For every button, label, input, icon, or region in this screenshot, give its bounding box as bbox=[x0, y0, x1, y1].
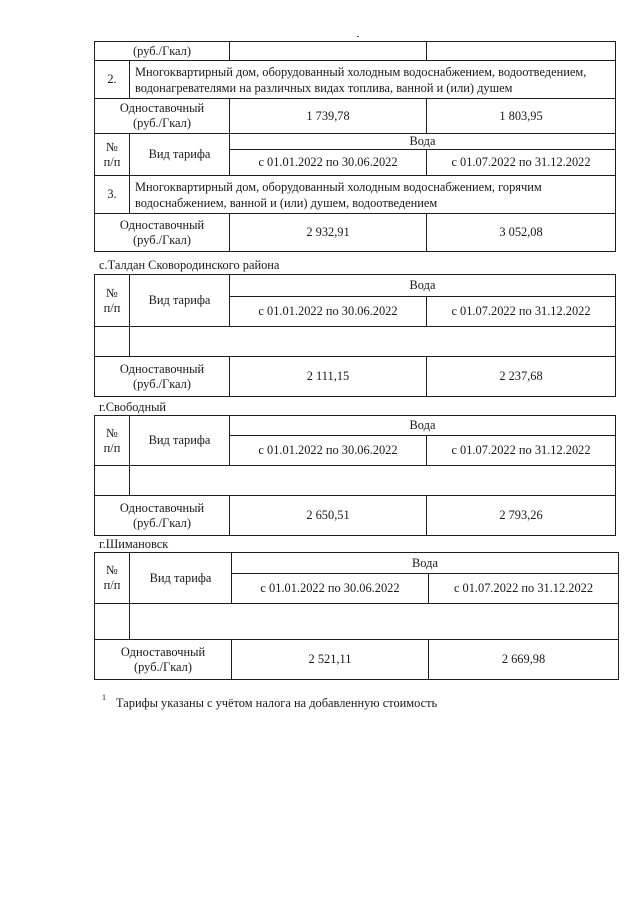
single-rate-line2: (руб./Гкал) bbox=[134, 659, 192, 674]
table-row bbox=[95, 99, 616, 134]
locality-caption: г.Шимановск bbox=[99, 537, 169, 551]
single-rate-line2: (руб./Гкал) bbox=[133, 116, 191, 130]
tariff-value: 2 793,26 bbox=[427, 496, 616, 536]
table-row bbox=[95, 553, 619, 574]
table-cell bbox=[427, 42, 616, 61]
tariff-table-taldan bbox=[94, 274, 616, 397]
tariff-value: 2 650,51 bbox=[230, 496, 427, 536]
tariff-type-header: Вид тарифа bbox=[130, 416, 230, 466]
table-row bbox=[95, 327, 616, 357]
period-header: с 01.01.2022 по 30.06.2022 bbox=[230, 436, 427, 466]
single-rate-label bbox=[95, 496, 230, 536]
row-no-abbr: п/п bbox=[103, 154, 121, 169]
row-no-abbr: п/п bbox=[103, 578, 121, 592]
row-no-symbol: № bbox=[106, 285, 118, 300]
tariff-value: 3 052,08 bbox=[427, 214, 616, 252]
table-cell bbox=[230, 42, 427, 61]
single-rate-line1: Одноставочный bbox=[119, 500, 205, 515]
period-header: с 01.07.2022 по 31.12.2022 bbox=[427, 297, 616, 327]
tariff-type-header: Вид тарифа bbox=[130, 134, 230, 176]
table-cell bbox=[95, 604, 130, 640]
row-no-header bbox=[95, 275, 130, 327]
period-header: с 01.01.2022 по 30.06.2022 bbox=[230, 150, 427, 176]
row-number: 2. bbox=[95, 61, 130, 99]
table-cell bbox=[130, 466, 616, 496]
table-cell bbox=[130, 604, 619, 640]
water-header: Вода bbox=[232, 553, 619, 574]
tariff-value: 2 237,68 bbox=[427, 357, 616, 397]
table-row bbox=[95, 61, 616, 99]
locality-caption: г.Свободный bbox=[99, 400, 167, 414]
single-rate-label bbox=[95, 214, 230, 252]
tariff-value: 2 521,11 bbox=[232, 640, 429, 680]
tariff-value: 2 669,98 bbox=[429, 640, 619, 680]
period-header: с 01.07.2022 по 31.12.2022 bbox=[427, 436, 616, 466]
table-row bbox=[95, 416, 616, 436]
single-rate-line1: Одноставочный bbox=[120, 644, 206, 659]
row-no-symbol: № bbox=[106, 563, 118, 577]
table-row bbox=[95, 275, 616, 297]
single-rate-label bbox=[95, 640, 232, 680]
single-rate-line1: Одноставочный bbox=[119, 101, 205, 115]
row-no-header bbox=[95, 134, 130, 176]
tariff-type-header: Вид тарифа bbox=[130, 553, 232, 604]
row-description: Многоквартирный дом, оборудованный холодным водоснабжением, горячим водоснабжением, ванной и (или) душем, водоотведением bbox=[130, 176, 616, 214]
tariff-value: 1 739,78 bbox=[230, 99, 427, 134]
table-row bbox=[95, 604, 619, 640]
row-no-abbr: п/п bbox=[103, 440, 121, 455]
table-row bbox=[95, 357, 616, 397]
footnote-marker: 1 bbox=[102, 693, 106, 702]
table-row bbox=[95, 496, 616, 536]
table-cell bbox=[130, 327, 616, 357]
tariff-table-shimanovsk bbox=[94, 552, 619, 680]
period-header: с 01.01.2022 по 30.06.2022 bbox=[230, 297, 427, 327]
unit-label: (руб./Гкал) bbox=[95, 42, 230, 61]
tariff-table-svobodny bbox=[94, 415, 616, 536]
row-number: 3. bbox=[95, 176, 130, 214]
single-rate-line1: Одноставочный bbox=[119, 361, 205, 376]
table-row bbox=[95, 134, 616, 150]
row-description: Многоквартирный дом, оборудованный холодным водоснабжением, водоотведением, водонагревателями на различных видах топлива, ванной и (или) душем bbox=[130, 61, 616, 99]
table-cell bbox=[95, 466, 130, 496]
water-header: Вода bbox=[230, 416, 616, 436]
footnote-text: Тарифы указаны с учётом налога на добавленную стоимость bbox=[116, 696, 438, 711]
tariff-type-header: Вид тарифа bbox=[130, 275, 230, 327]
table-row bbox=[95, 176, 616, 214]
water-header: Вода bbox=[230, 275, 616, 297]
scan-speck bbox=[357, 36, 359, 37]
table-cell bbox=[95, 327, 130, 357]
water-header: Вода bbox=[230, 134, 616, 150]
row-no-symbol: № bbox=[106, 425, 118, 440]
table-row bbox=[95, 640, 619, 680]
tariff-table-main bbox=[94, 41, 616, 252]
period-header: с 01.01.2022 по 30.06.2022 bbox=[232, 574, 429, 604]
table-row bbox=[95, 42, 616, 61]
row-no-header bbox=[95, 416, 130, 466]
single-rate-line2: (руб./Гкал) bbox=[133, 376, 191, 391]
tariff-value: 1 803,95 bbox=[427, 99, 616, 134]
single-rate-line1: Одноставочный bbox=[119, 217, 205, 232]
tariff-value: 2 932,91 bbox=[230, 214, 427, 252]
row-no-symbol: № bbox=[106, 139, 118, 154]
single-rate-label bbox=[95, 99, 230, 134]
single-rate-label bbox=[95, 357, 230, 397]
period-header: с 01.07.2022 по 31.12.2022 bbox=[427, 150, 616, 176]
locality-caption: с.Талдан Сковородинского района bbox=[99, 258, 280, 272]
table-row bbox=[95, 214, 616, 252]
tariff-value: 2 111,15 bbox=[230, 357, 427, 397]
row-no-header bbox=[95, 553, 130, 604]
single-rate-line2: (руб./Гкал) bbox=[133, 515, 191, 530]
period-header: с 01.07.2022 по 31.12.2022 bbox=[429, 574, 619, 604]
footnote bbox=[102, 695, 437, 711]
table-row bbox=[95, 466, 616, 496]
single-rate-line2: (руб./Гкал) bbox=[133, 232, 191, 247]
row-no-abbr: п/п bbox=[103, 300, 121, 315]
